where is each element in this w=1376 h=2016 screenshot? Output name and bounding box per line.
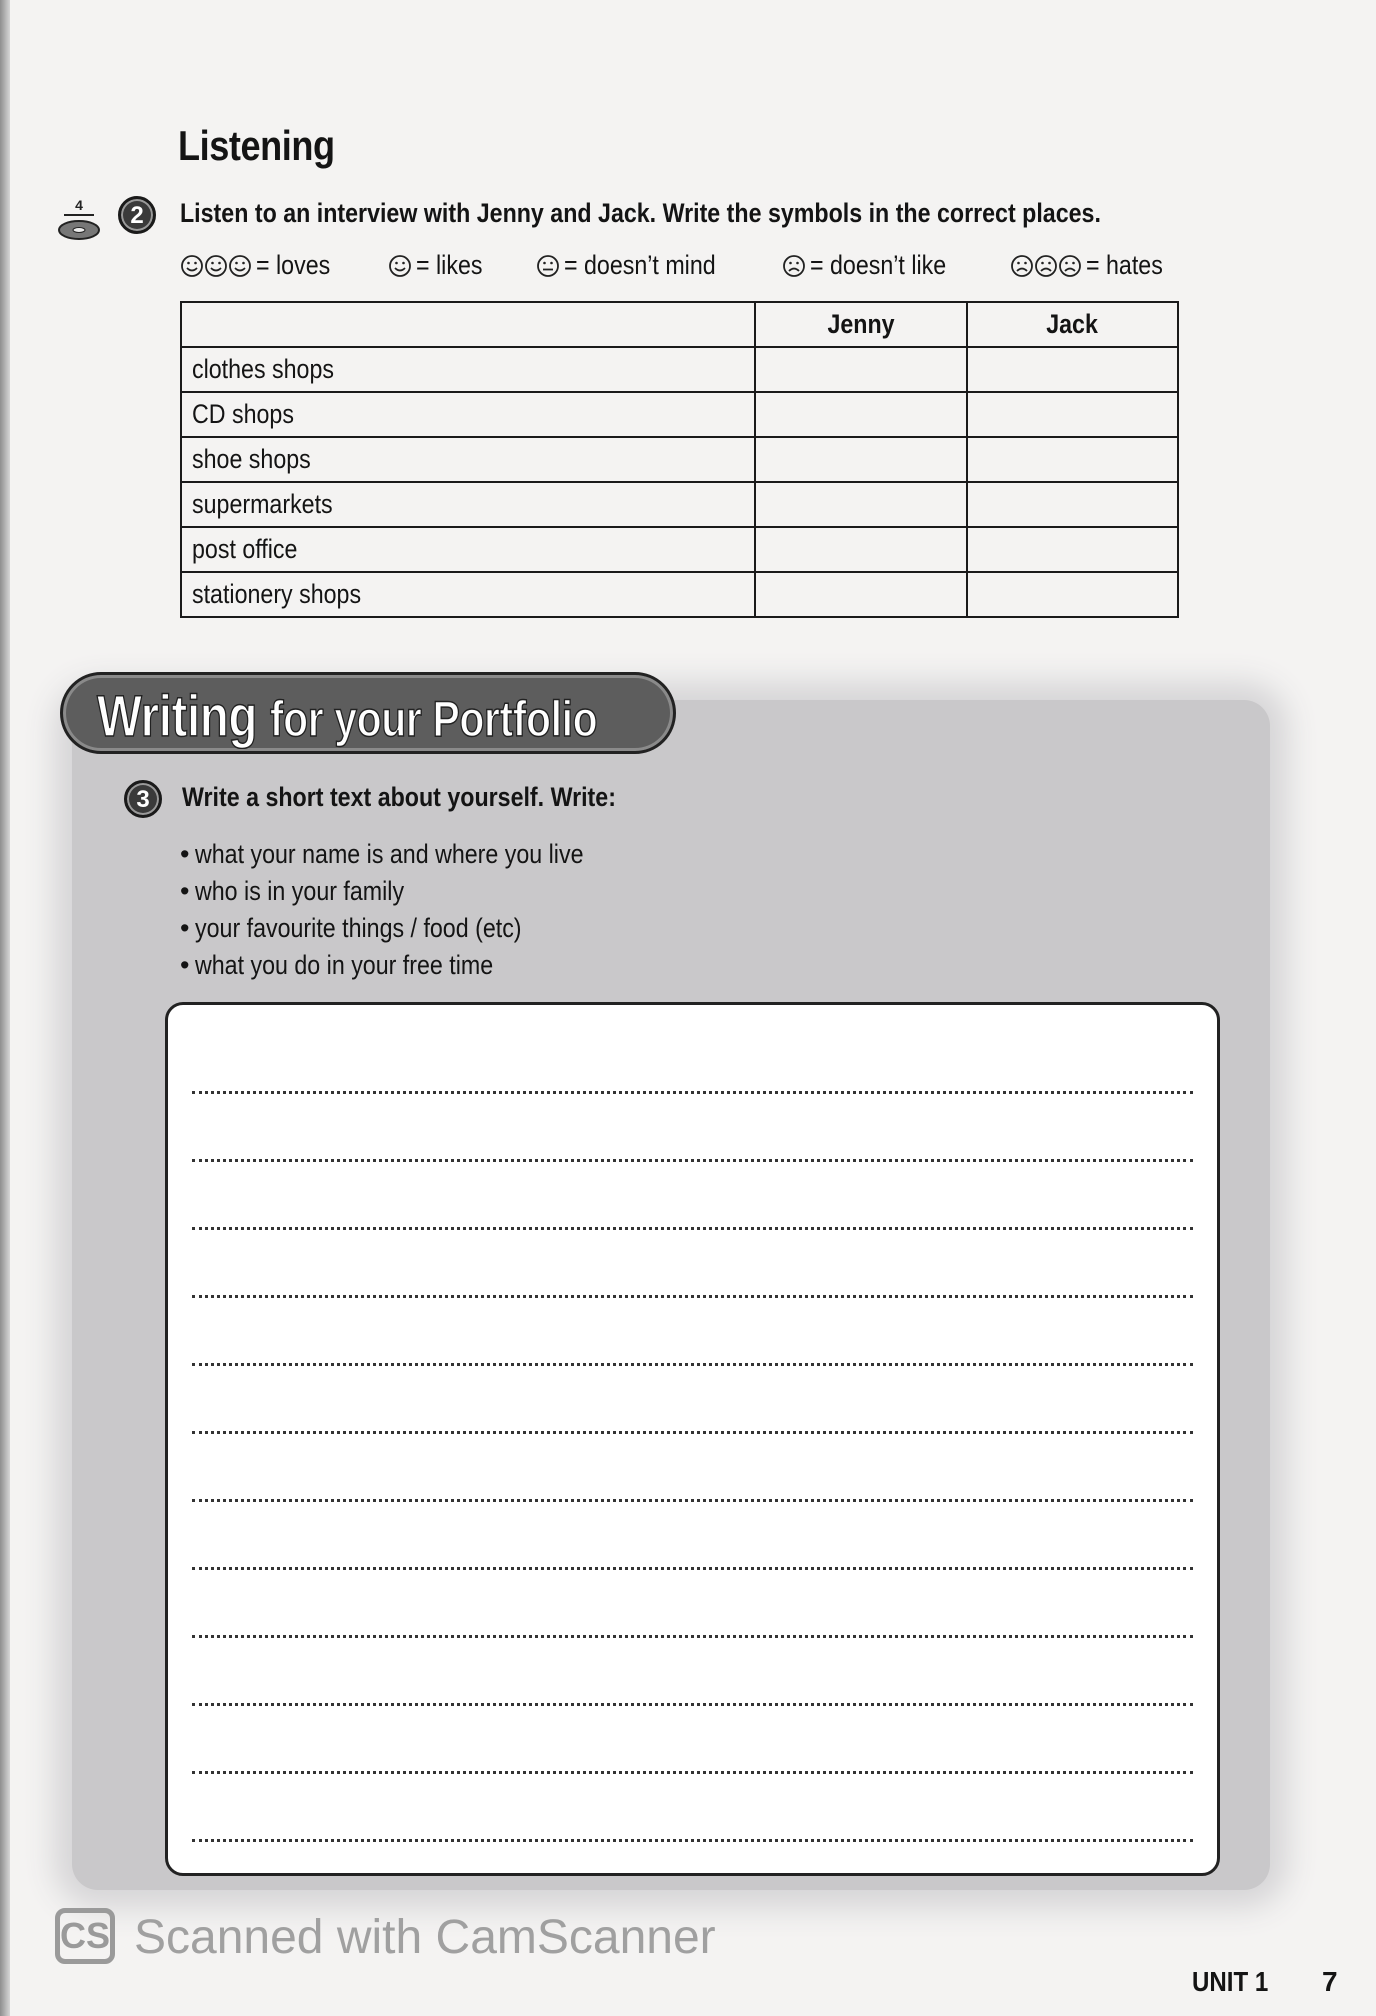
preferences-table xyxy=(180,301,1179,618)
banner-word-writing: Writing xyxy=(97,684,258,749)
writing-prompt-item: • who is in your family xyxy=(180,873,647,910)
row-label: stationery shops xyxy=(181,572,755,617)
legend-label: = loves xyxy=(256,250,331,280)
legend-label: = likes xyxy=(416,250,483,280)
writing-line[interactable] xyxy=(192,1159,1193,1162)
legend-item xyxy=(1010,250,1175,281)
row-label: clothes shops xyxy=(181,347,755,392)
smile-face-icon xyxy=(228,254,252,278)
writing-answer-box[interactable] xyxy=(165,1002,1220,1876)
legend-item xyxy=(536,250,740,281)
table-row xyxy=(181,392,1178,437)
listening-title: Listening xyxy=(178,122,335,169)
writing-line[interactable] xyxy=(192,1839,1193,1842)
footer-page-number: 7 xyxy=(1322,1966,1338,1997)
writing-line[interactable] xyxy=(192,1091,1193,1094)
writing-line[interactable] xyxy=(192,1567,1193,1570)
legend-label: = doesn’t mind xyxy=(564,250,716,280)
legend-item xyxy=(782,250,968,281)
exercise-3-instruction: Write a short text about yourself. Write: xyxy=(182,782,616,812)
writing-line[interactable] xyxy=(192,1703,1193,1706)
smile-face-icon xyxy=(388,254,412,278)
writing-line[interactable] xyxy=(192,1295,1193,1298)
header-blank xyxy=(181,302,755,347)
table-row xyxy=(181,437,1178,482)
row-label: CD shops xyxy=(181,392,755,437)
header-jenny: Jenny xyxy=(755,302,967,347)
row-label: supermarkets xyxy=(181,482,755,527)
jack-answer-cell[interactable] xyxy=(967,527,1178,572)
writing-prompts xyxy=(180,836,647,984)
legend-item xyxy=(180,250,342,281)
row-label: post office xyxy=(181,527,755,572)
table-row xyxy=(181,347,1178,392)
writing-prompt-item: • your favourite things / food (etc) xyxy=(180,910,647,947)
jack-answer-cell[interactable] xyxy=(967,392,1178,437)
writing-prompt-item: • what you do in your free time xyxy=(180,947,647,984)
sad-face-icon xyxy=(782,254,806,278)
writing-line[interactable] xyxy=(192,1499,1193,1502)
row-label: shoe shops xyxy=(181,437,755,482)
jenny-answer-cell[interactable] xyxy=(755,527,967,572)
jack-answer-cell[interactable] xyxy=(967,572,1178,617)
jenny-answer-cell[interactable] xyxy=(755,572,967,617)
smile-face-icon xyxy=(180,254,204,278)
jenny-answer-cell[interactable] xyxy=(755,347,967,392)
jenny-answer-cell[interactable] xyxy=(755,392,967,437)
jenny-answer-cell[interactable] xyxy=(755,482,967,527)
banner-word-portfolio: for your Portfolio xyxy=(269,691,598,747)
table-header-row xyxy=(181,302,1178,347)
writing-prompt-item: • what your name is and where you live xyxy=(180,836,647,873)
writing-line[interactable] xyxy=(192,1771,1193,1774)
exercise-3-number: 3 xyxy=(124,780,162,818)
legend-label: = hates xyxy=(1086,250,1163,280)
jenny-answer-cell[interactable] xyxy=(755,437,967,482)
table-row xyxy=(181,572,1178,617)
footer-unit: UNIT 1 xyxy=(1192,1966,1269,1997)
table-row xyxy=(181,482,1178,527)
exercise-2-number: 2 xyxy=(118,196,156,234)
portfolio-banner xyxy=(60,672,676,754)
legend-item xyxy=(388,250,493,281)
audio-cd-icon[interactable] xyxy=(56,196,102,246)
sad-face-icon xyxy=(1010,254,1034,278)
jack-answer-cell[interactable] xyxy=(967,347,1178,392)
table-row xyxy=(181,527,1178,572)
camscanner-watermark: Scanned with CamScanner xyxy=(134,1911,716,1964)
exercise-2-instruction: Listen to an interview with Jenny and Jack. Write the symbols in the correct places. xyxy=(180,198,1101,228)
smile-face-icon xyxy=(204,254,228,278)
neutral-face-icon xyxy=(536,254,560,278)
jack-answer-cell[interactable] xyxy=(967,482,1178,527)
writing-line[interactable] xyxy=(192,1227,1193,1230)
sad-face-icon xyxy=(1058,254,1082,278)
track-number: 4 xyxy=(75,197,83,213)
legend-label: = doesn’t like xyxy=(810,250,947,280)
writing-line[interactable] xyxy=(192,1635,1193,1638)
header-jack: Jack xyxy=(967,302,1178,347)
jack-answer-cell[interactable] xyxy=(967,437,1178,482)
page-edge xyxy=(0,0,10,2016)
sad-face-icon xyxy=(1034,254,1058,278)
camscanner-logo: CS xyxy=(55,1908,115,1964)
writing-line[interactable] xyxy=(192,1431,1193,1434)
writing-line[interactable] xyxy=(192,1363,1193,1366)
